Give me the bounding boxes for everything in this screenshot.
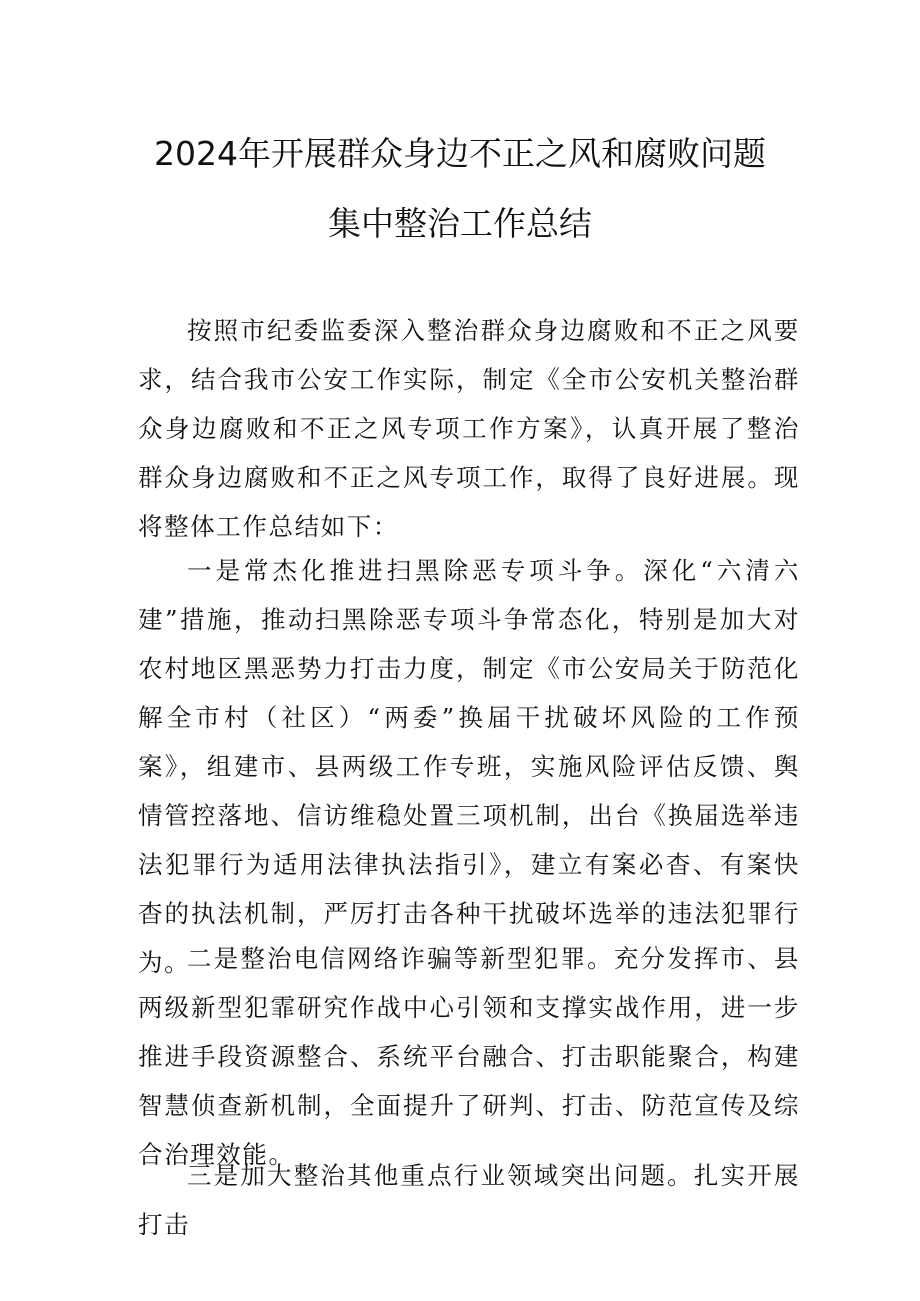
document-title-line-1: 2024年开展群众身边不正之风和腐败问题 <box>154 134 766 173</box>
document-title-line-2: 集中整治工作总结 <box>328 204 592 243</box>
paragraph-point-1: 一是常杰化推进扫黑除恶专项斗争。深化“六清六建”措施，推动扫黑除恶专项斗争常态化，特别是加大对农村地区黑恶势力打击力度，制定《市公安局关于防范化解全市村（社区）“两委”换届干扰破坏风险的工作预案》，组建市、县两级工作专班，实施风险评估反馈、舆情管控落地、信访维稳处置三项机制，出台《换届选举违法犯罪行为适用法律执法指引》，建立有案必杳、有案快杳的执法机制，严厉打击各种干扰破坏选举的违法犯罪行为。 <box>138 556 800 977</box>
paragraph-point-3: 三是加大整治其他重点行业领域突出问题。扎实开展打击 <box>138 1161 800 1239</box>
paragraph-intro: 按照市纪委监委深入整治群众身边腐败和不正之风要求，结合我市公安工作实际，制定《全市公安机关整治群众身边腐败和不正之风专项工作方案》，认真开展了整治群众身边腐败和不正之风专项工作，取得了良好进展。现将整体工作总结如下： <box>138 316 800 541</box>
paragraph-point-2: 二是整治电信网络诈骗等新型犯罪。充分发挥市、县两级新型犯霏研究作战中心引领和支撑实战作用，进一步推进手段资源整合、系统平台融合、打击职能聚合，构建智慧侦查新机制，全面提升了研判、打击、防范宣传及综合治理效能。 <box>138 944 800 1169</box>
